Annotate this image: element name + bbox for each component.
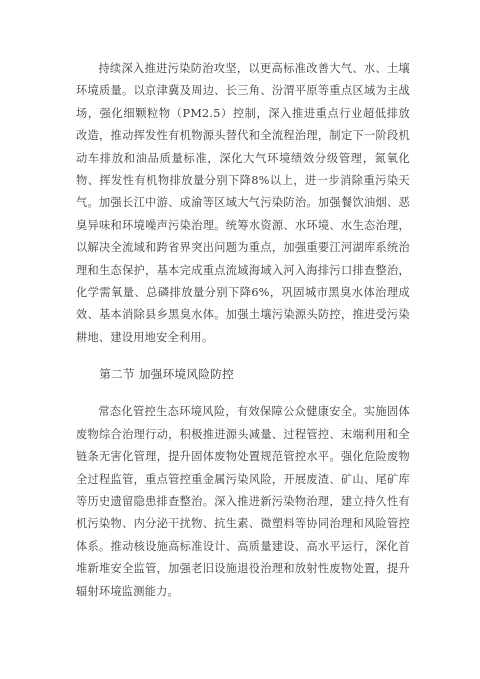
document-page bbox=[76, 58, 410, 603]
section-heading: 第二节 加强环境风险防控 bbox=[99, 367, 235, 382]
paragraph-environmental-risk: 常态化管控生态环境风险，有效保障公众健康安全。实施固体废物综合治理行动，积极推进源头减量、过程管控、末端利用和全链条无害化管理，提升固体废物处置规范管控水平。强化危险废物全过程监管，重点管控重金属污染风险，开展废渣、矿山、尾矿库等历史遗留隐患排查整治。深入推进新污染物治理，建立持久性有机污染物、内分泌干扰物、抗生素、微塑料等协同治理和风险管控体系。推动核设施高标准设计、高质量建设、高水平运行，深化首堆新堆安全监管，加强老旧设施退役治理和放射性废物处置，提升辐射环境监测能力。 bbox=[76, 405, 410, 598]
paragraph-pollution-control: 持续深入推进污染防治攻坚，以更高标准改善大气、水、土壤环境质量。以京津冀及周边、长三角、汾渭平原等重点区域为主战场，强化细颗粒物（PM2.5）控制，深入推进重点行业超低排放改造，推动挥发性有机物源头替代和全流程治理，制定下一阶段机动车排放和油品质量标准，深化大气环境绩效分级管理，氮氧化物、挥发性有机物排放量分别下降8%以上，进一步消除重污染天气。加强长江中游、成渝等区域大气污染防治。加强餐饮油烟、恶臭异味和环境噪声污染治理。统筹水资源、水环境、水生态治理，以解决全流域和跨省界突出问题为重点，加强重要江河湖库系统治理和生态保护，基本完成重点流域海域入河入海排污口排查整治，化学需氧量、总磷排放量分别下降6%，巩固城市黑臭水体治理成效、基本消除县乡黑臭水体。加强土壤污染源头防控，推进受污染耕地、建设用地安全利用。 bbox=[76, 62, 410, 344]
